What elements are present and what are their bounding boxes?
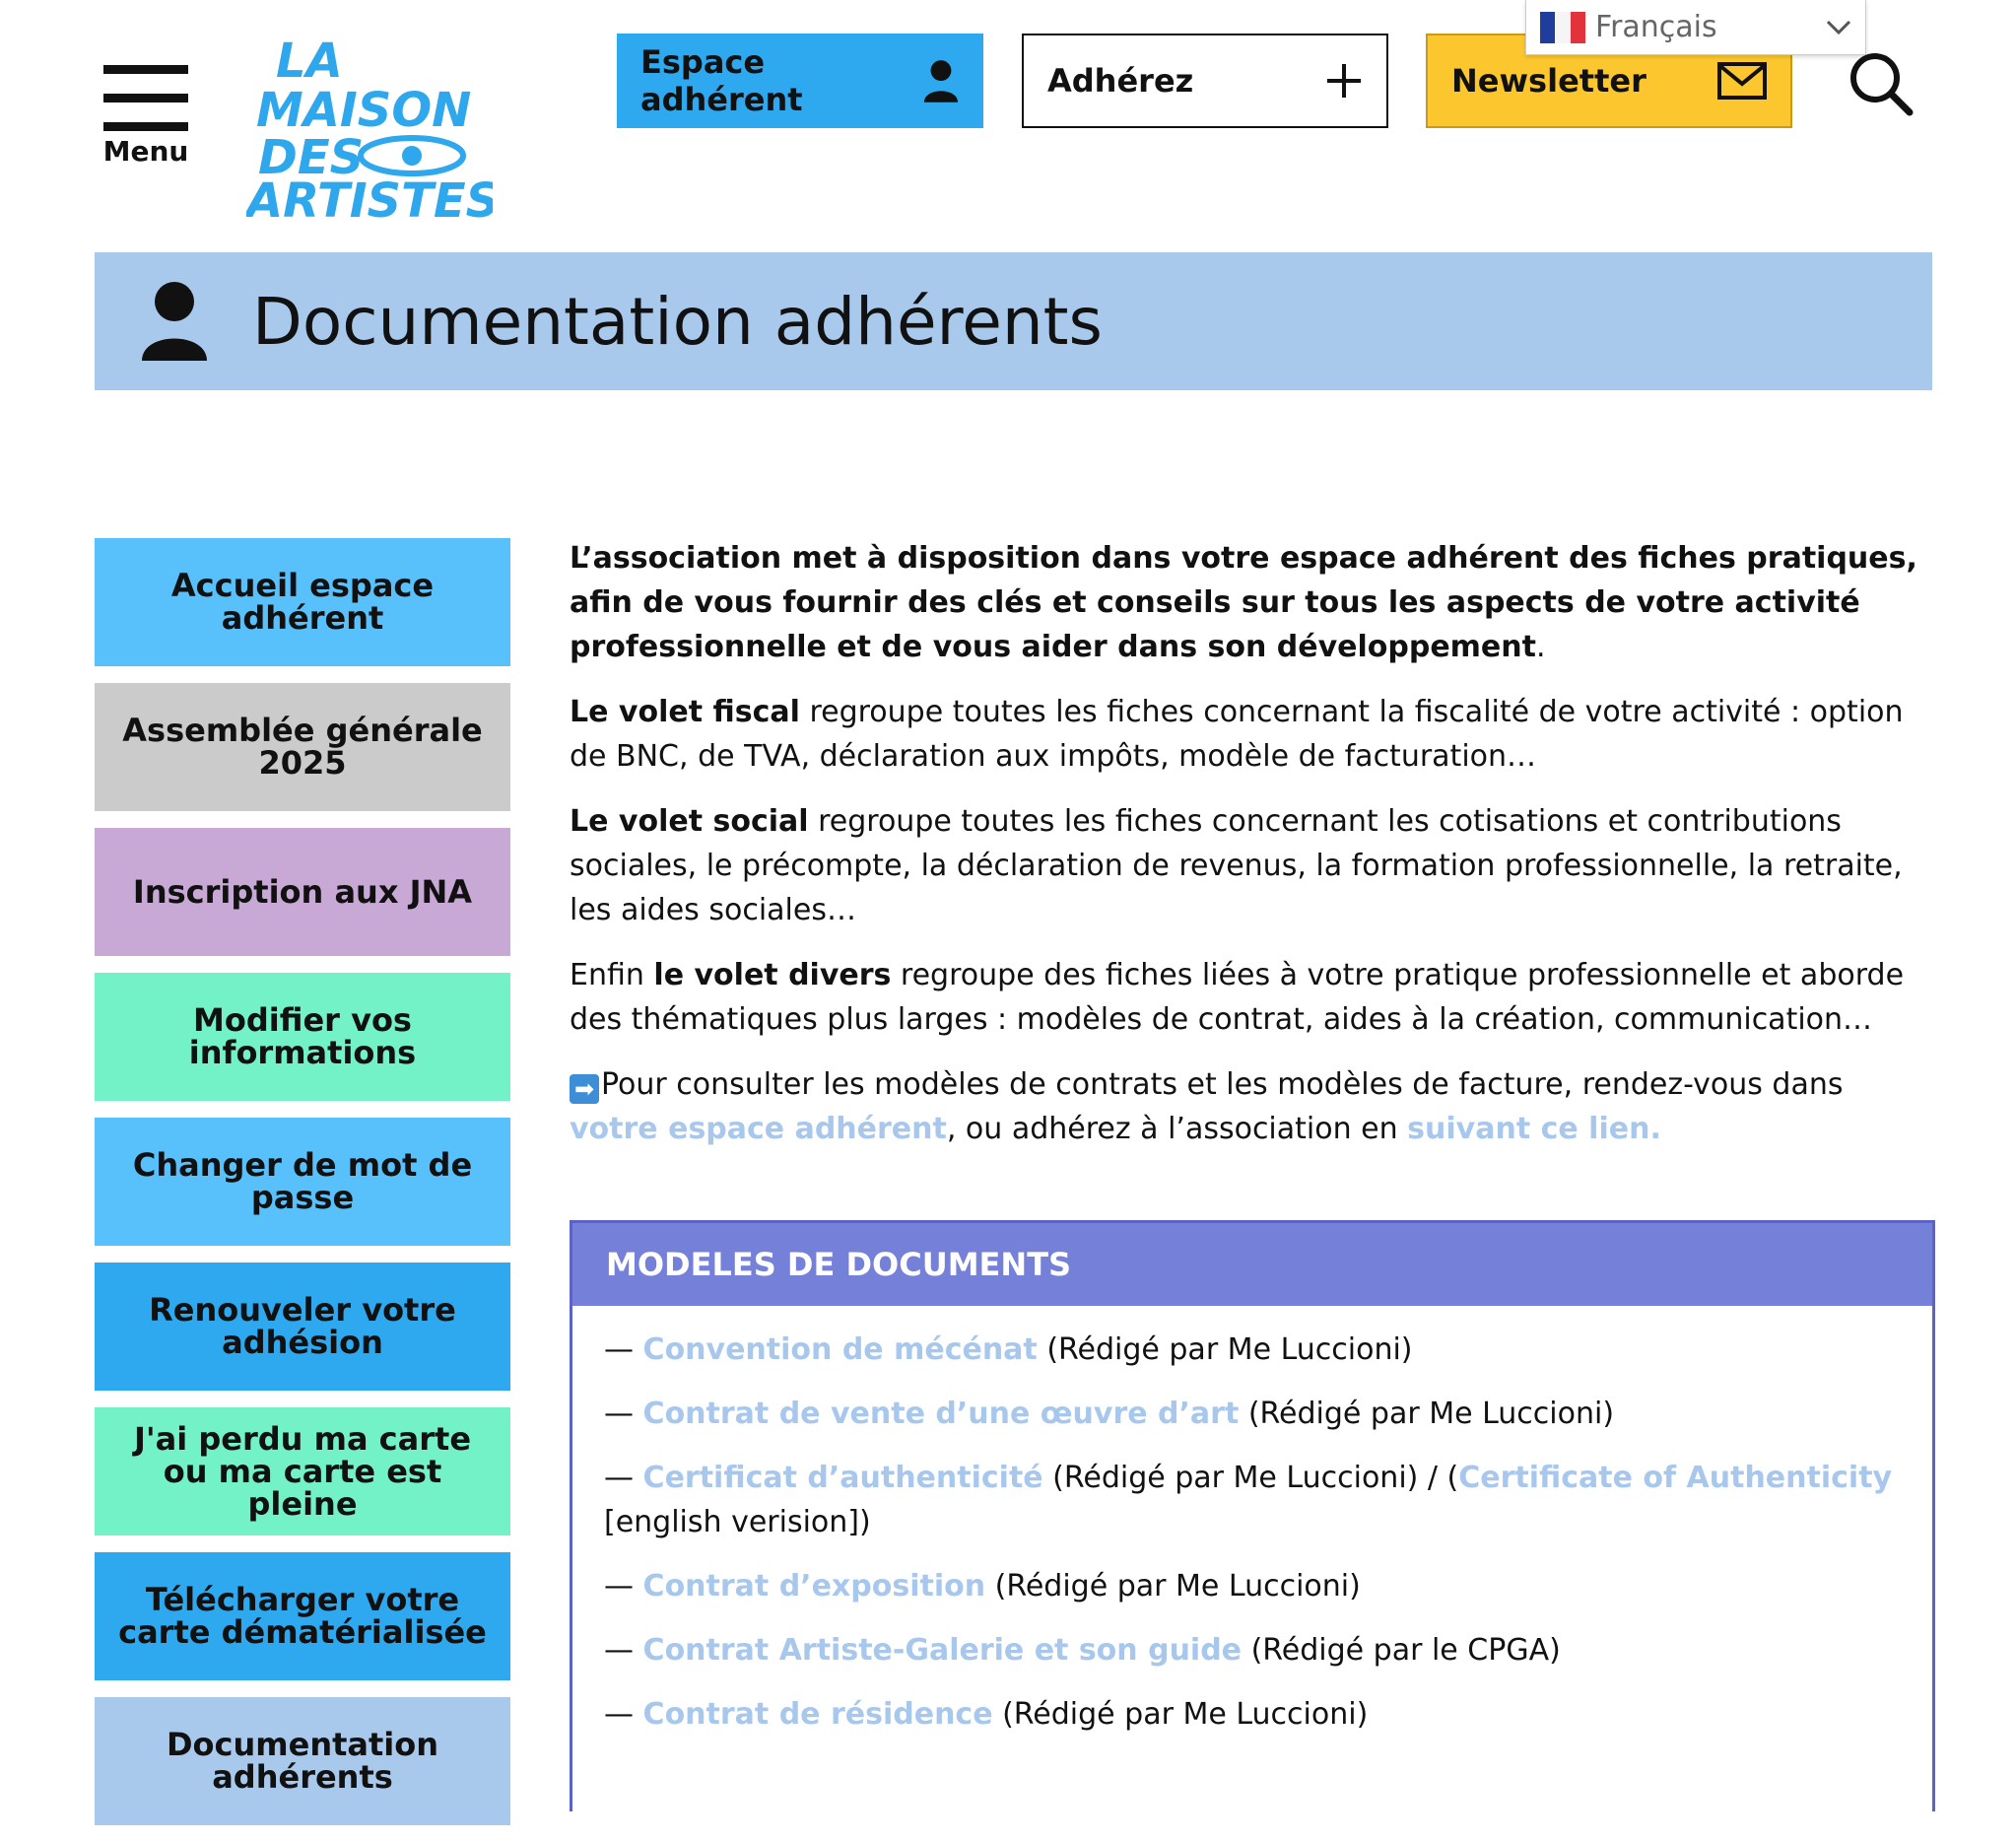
- doc-note: (Rédigé par Me Luccioni): [985, 1569, 1361, 1603]
- language-selector[interactable]: [1525, 0, 1866, 55]
- list-dash: —: [604, 1569, 643, 1603]
- doc-note: [english verision]): [604, 1505, 871, 1539]
- fiscal-strong: Le volet fiscal: [570, 695, 800, 729]
- newsletter-label: Newsletter: [1451, 62, 1646, 100]
- social-strong: Le volet social: [570, 804, 809, 839]
- sidebar-nav: [95, 538, 510, 1842]
- social-paragraph: [570, 799, 1935, 932]
- sidebar-item-jna[interactable]: Inscription aux JNA: [95, 828, 510, 956]
- espace-adherent-label: Espace adhérent: [640, 43, 803, 118]
- divers-strong: le volet divers: [653, 958, 892, 992]
- documents-list: [572, 1306, 1932, 1737]
- list-dash: —: [604, 1633, 643, 1668]
- page-title: Documentation adhérents: [252, 283, 1103, 360]
- doc-link-mecenat[interactable]: Convention de mécénat: [642, 1332, 1038, 1367]
- sidebar-item-telecharger-carte[interactable]: Télécharger votre carte dématérialisée: [95, 1552, 510, 1680]
- espace-adherent-button[interactable]: [617, 34, 983, 128]
- list-item: [604, 1692, 1899, 1737]
- logo-line-3: DES: [258, 130, 365, 185]
- divers-text: regroupe des fiches liées à votre pratique professionnelle et aborde des thématiques plus larges : modèles de contrat, aides à la création, communication…: [570, 958, 1905, 1037]
- intro-text: L’association met à disposition dans votre espace adhérent des fiches pratiques, afin de vous fournir des clés et conseils sur tous les aspects de votre activité professionnelle et de vous aider dans son développement: [570, 541, 1917, 664]
- list-item: [604, 1564, 1899, 1608]
- user-icon: [922, 58, 960, 103]
- france-flag-icon: [1540, 12, 1585, 43]
- doc-note: (Rédigé par le CPGA): [1242, 1633, 1561, 1668]
- list-dash: —: [604, 1697, 643, 1732]
- logo-line-4: ARTISTES: [246, 173, 493, 222]
- list-dash: —: [604, 1461, 643, 1495]
- language-label: Français: [1595, 10, 1717, 44]
- consult-text: Pour consulter les modèles de contrats et les modèles de facture, rendez-vous dans: [601, 1067, 1844, 1102]
- intro-paragraph: [570, 536, 1935, 669]
- sidebar-item-assemblee[interactable]: Assemblée générale 2025: [95, 683, 510, 811]
- doc-note: (Rédigé par Me Luccioni): [1037, 1332, 1413, 1367]
- plus-icon: [1325, 62, 1363, 100]
- fiscal-text: regroupe toutes les fiches concernant la fiscalité de votre activité : option de BNC, de TVA, déclaration aux impôts, modèle de facturation…: [570, 695, 1904, 774]
- logo-line-1: LA: [276, 34, 343, 89]
- adherer-link[interactable]: suivant ce lien.: [1407, 1112, 1661, 1146]
- main-content: [570, 536, 1935, 1172]
- documents-heading: MODELES DE DOCUMENTS: [572, 1223, 1932, 1306]
- page-title-banner: [95, 252, 1932, 390]
- sidebar-item-renouveler[interactable]: Renouveler votre adhésion: [95, 1262, 510, 1391]
- fiscal-paragraph: [570, 690, 1935, 779]
- sidebar-item-carte-perdue[interactable]: J'ai perdu ma carte ou ma carte est pleine: [95, 1407, 510, 1535]
- doc-link-vente[interactable]: Contrat de vente d’une œuvre d’art: [642, 1397, 1240, 1431]
- doc-link-exposition[interactable]: Contrat d’exposition: [642, 1569, 986, 1603]
- divers-pre: Enfin: [570, 958, 654, 992]
- doc-link-certificat[interactable]: Certificat d’authenticité: [642, 1461, 1043, 1495]
- envelope-icon: [1717, 62, 1767, 100]
- documents-panel: [570, 1220, 1935, 1811]
- doc-note: (Rédigé par Me Luccioni): [992, 1697, 1369, 1732]
- list-item: [604, 1628, 1899, 1672]
- doc-link-certificate-en[interactable]: Certificate of Authenticity: [1458, 1461, 1893, 1495]
- doc-note: (Rédigé par Me Luccioni): [1239, 1397, 1615, 1431]
- search-icon: [1848, 51, 1914, 116]
- list-dash: —: [604, 1332, 643, 1367]
- doc-link-residence[interactable]: Contrat de résidence: [642, 1697, 993, 1732]
- divers-paragraph: [570, 953, 1935, 1042]
- doc-link-galerie[interactable]: Contrat Artiste-Galerie et son guide: [642, 1633, 1243, 1668]
- consult-mid: , ou adhérez à l’association en: [946, 1112, 1408, 1146]
- sidebar-item-mot-de-passe[interactable]: Changer de mot de passe: [95, 1118, 510, 1246]
- logo-line-2: MAISON: [256, 83, 472, 138]
- list-item: [604, 1328, 1899, 1372]
- adherez-label: Adhérez: [1047, 62, 1194, 100]
- sidebar-item-modifier-infos[interactable]: Modifier vos informations: [95, 973, 510, 1101]
- user-icon: [142, 282, 207, 361]
- arrow-right-icon: ➡: [570, 1074, 599, 1104]
- sidebar-item-accueil[interactable]: Accueil espace adhérent: [95, 538, 510, 666]
- social-text: regroupe toutes les fiches concernant les cotisations et contributions sociales, le précompte, la déclaration de revenus, la formation professionnelle, la retraite, les aides sociales…: [570, 804, 1903, 927]
- list-item: [604, 1392, 1899, 1436]
- adherez-button[interactable]: [1022, 34, 1388, 128]
- hamburger-icon: [102, 65, 189, 131]
- espace-adherent-link[interactable]: votre espace adhérent: [570, 1112, 947, 1146]
- site-logo[interactable]: [246, 30, 493, 222]
- menu-label: Menu: [102, 135, 189, 168]
- list-dash: —: [604, 1397, 643, 1431]
- logo-eye-icon: [361, 138, 463, 173]
- menu-button[interactable]: [102, 65, 189, 183]
- consult-paragraph: [570, 1062, 1935, 1151]
- sidebar-item-documentation[interactable]: Documentation adhérents: [95, 1697, 510, 1825]
- chevron-down-icon: [1826, 20, 1851, 35]
- intro-end: .: [1535, 630, 1546, 664]
- search-button[interactable]: [1848, 51, 1914, 116]
- doc-note: (Rédigé par Me Luccioni) / (: [1042, 1461, 1459, 1495]
- list-item: [604, 1456, 1899, 1544]
